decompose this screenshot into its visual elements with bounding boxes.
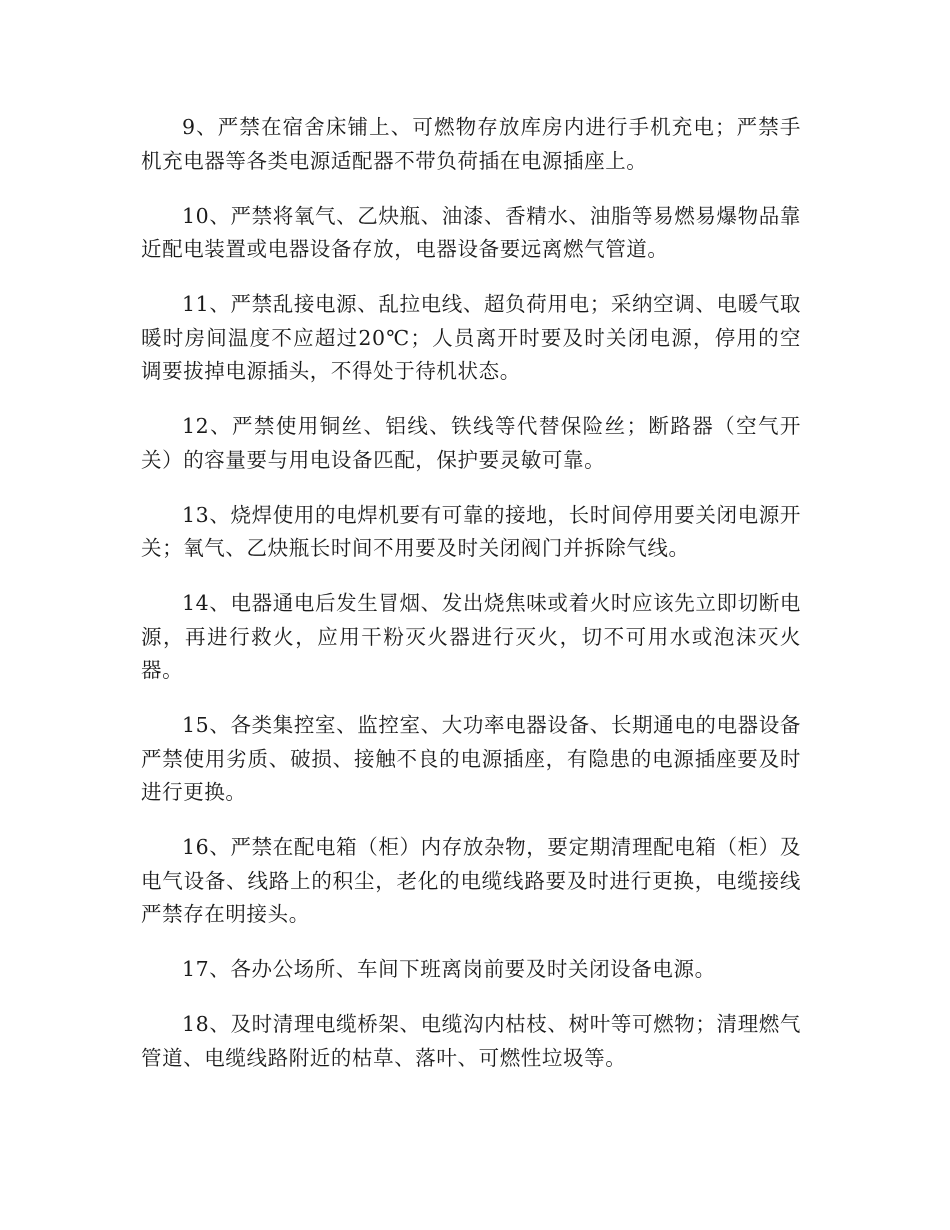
paragraph-rule-10: 10、严禁将氧气、乙炔瓶、油漆、香精水、油脂等易燃易爆物品靠近配电装置或电器设备存放，电器设备要远离燃气管道。 [141,203,801,261]
paragraph-rule-9: 9、严禁在宿舍床铺上、可燃物存放库房内进行手机充电；严禁手机充电器等各类电源适配器不带负荷插在电源插座上。 [141,115,801,173]
document-body [141,111,801,1097]
paragraph-rule-17: 17、各办公场所、车间下班离岗前要及时关闭设备电源。 [182,957,716,981]
paragraph-rule-12: 12、严禁使用铜丝、铝线、铁线等代替保险丝；断路器（空气开关）的容量要与用电设备匹配，保护要灵敏可靠。 [141,414,801,472]
paragraph-rule-11: 11、严禁乱接电源、乱拉电线、超负荷用电；采纳空调、电暖气取暖时房间温度不应超过20℃；人员离开时要及时关闭电源，停用的空调要拔掉电源插头，不得处于待机状态。 [141,292,801,383]
paragraph-rule-15: 15、各类集控室、监控室、大功率电器设备、长期通电的电器设备严禁使用劣质、破损、接触不良的电源插座，有隐患的电源插座要及时进行更换。 [141,713,801,804]
paragraph-rule-13: 13、烧焊使用的电焊机要有可靠的接地，长时间停用要关闭电源开关；氧气、乙炔瓶长时间不用要及时关闭阀门并拆除气线。 [141,502,801,560]
paragraph-rule-18: 18、及时清理电缆桥架、电缆沟内枯枝、树叶等可燃物；清理燃气管道、电缆线路附近的枯草、落叶、可燃性垃圾等。 [141,1012,801,1070]
paragraph-rule-14: 14、电器通电后发生冒烟、发出烧焦味或着火时应该先立即切断电源，再进行救火，应用干粉灭火器进行灭火，切不可用水或泡沫灭火器。 [141,591,801,682]
paragraph-rule-16: 16、严禁在配电箱（柜）内存放杂物，要定期清理配电箱（柜）及电气设备、线路上的积尘，老化的电缆线路要及时进行更换，电缆接线严禁存在明接头。 [141,835,801,926]
